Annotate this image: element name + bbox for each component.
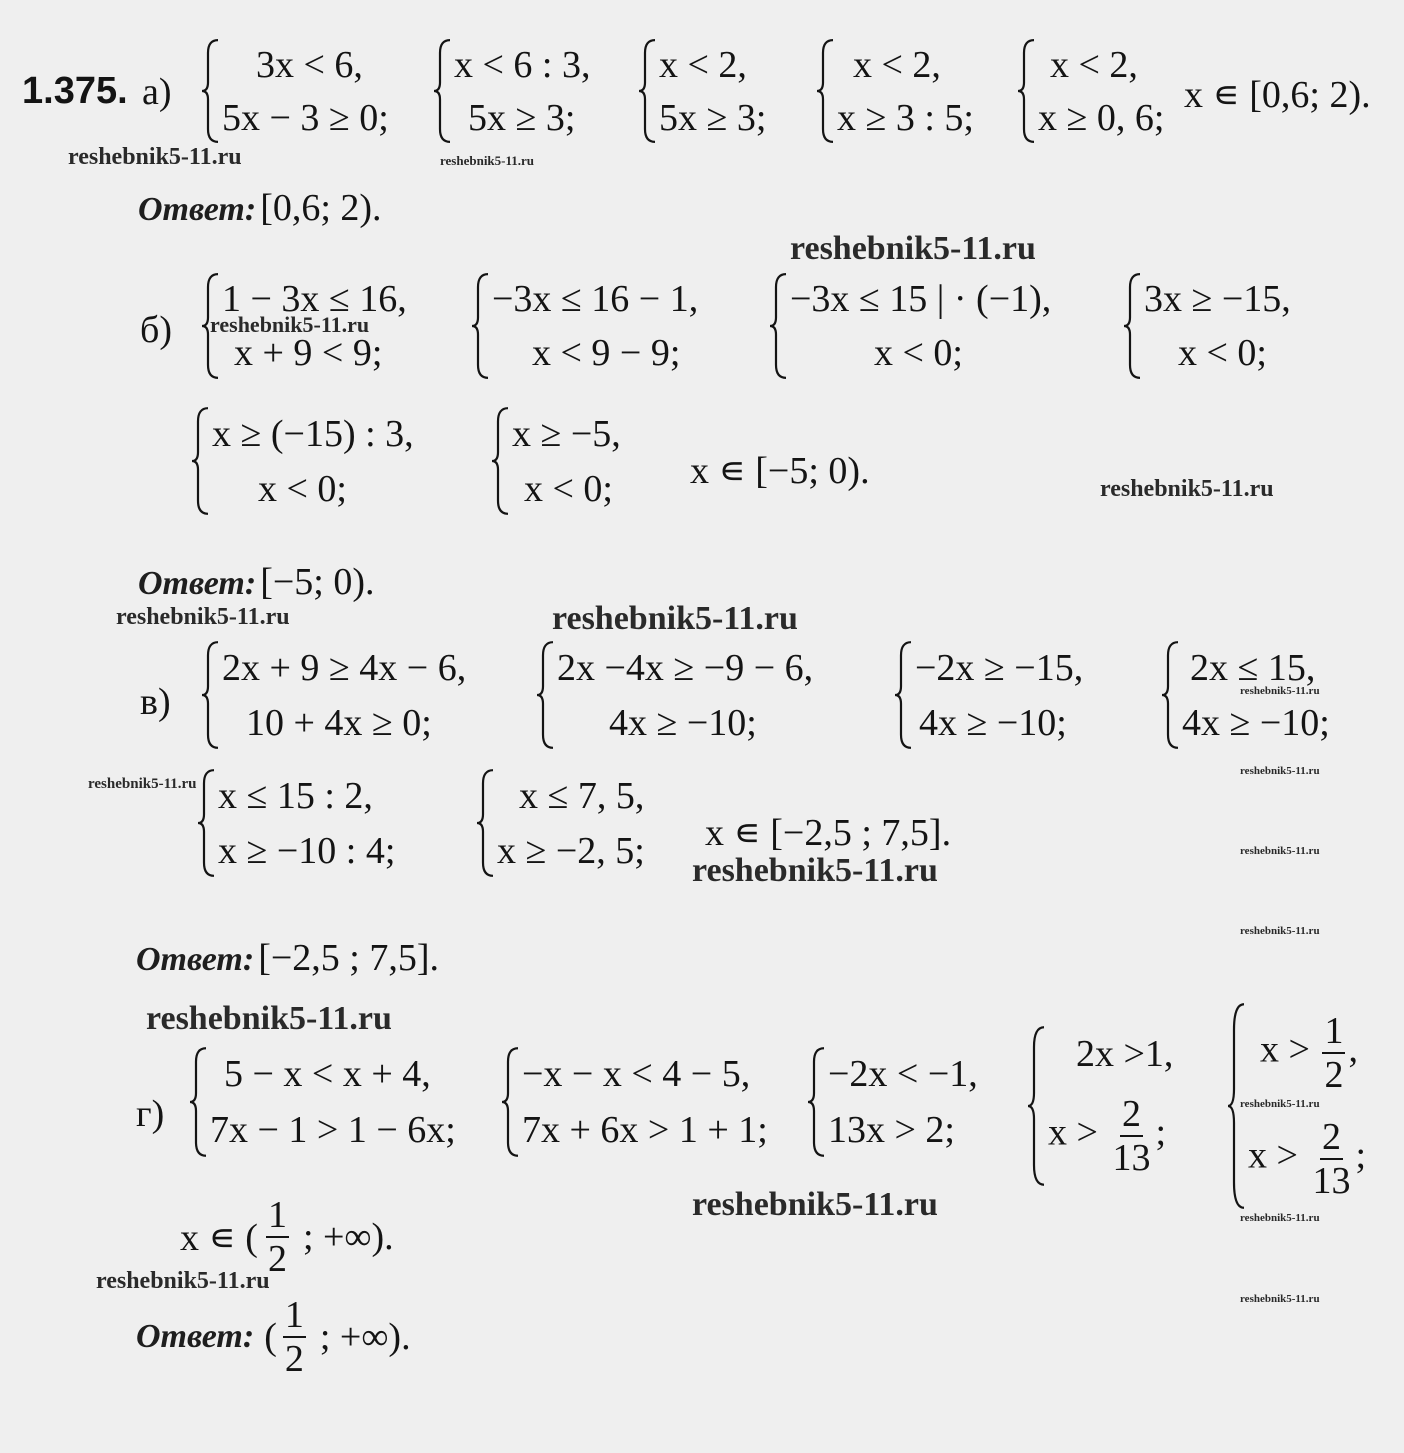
watermark: reshebnik5-11.ru <box>440 153 535 168</box>
line: 2x ≤ 15, <box>1190 646 1316 689</box>
denominator: 2 <box>267 1238 287 1280</box>
brace-icon <box>768 272 788 380</box>
line: x ≥ 0, 6; <box>1038 96 1165 139</box>
watermark: reshebnik5-11.ru <box>1240 1293 1320 1305</box>
line: 3x ≥ −15, <box>1144 278 1291 320</box>
part-v-system-2 <box>535 640 835 750</box>
denominator: 13 <box>1312 1160 1351 1202</box>
line: x + 9 < 9; <box>234 332 383 374</box>
denominator: 2 <box>1324 1054 1344 1096</box>
watermark: reshebnik5-11.ru <box>692 852 938 889</box>
part-v-system-3 <box>893 640 1103 750</box>
watermark: reshebnik5-11.ru <box>96 1268 270 1294</box>
line: 5x ≥ 3; <box>468 96 576 139</box>
fraction <box>1110 1095 1152 1177</box>
line: 7x − 1 > 1 − 6x; <box>210 1109 456 1151</box>
brace-icon <box>893 640 913 750</box>
line: −3x ≤ 16 − 1, <box>492 278 699 320</box>
denominator: 2 <box>284 1338 304 1380</box>
part-v-system-1 <box>200 640 480 750</box>
line: −2x ≥ −15, <box>915 646 1084 689</box>
line: 5 − x < x + 4, <box>224 1053 431 1095</box>
line: x ≥ 3 : 5; <box>837 96 974 139</box>
answer-label: Ответ: <box>136 1318 255 1355</box>
brace-icon <box>806 1046 826 1158</box>
brace-icon <box>190 406 210 516</box>
part-b-answer <box>138 560 374 604</box>
part-b-result: x ∊ [−5; 0). <box>690 450 870 492</box>
line: 3x < 6, <box>256 43 363 86</box>
line: −3x ≤ 15 | · (−1), <box>790 278 1052 320</box>
watermark: reshebnik5-11.ru <box>210 312 370 337</box>
part-v-answer <box>136 936 439 980</box>
part-b-label: б) <box>140 309 172 351</box>
part-b-system-5 <box>190 406 450 516</box>
part-a-system-1 <box>200 38 405 144</box>
watermark: reshebnik5-11.ru <box>1240 925 1320 937</box>
line: 10 + 4x ≥ 0; <box>246 701 432 744</box>
line: 5x − 3 ≥ 0; <box>222 96 389 139</box>
part-g-system-1 <box>188 1046 458 1158</box>
line: 4x ≥ −10; <box>1182 701 1330 744</box>
part-a-system-3 <box>637 38 797 144</box>
line: 5x ≥ 3; <box>659 96 767 139</box>
part-a-system-4 <box>815 38 995 144</box>
line: x < 2, <box>1050 43 1138 86</box>
part-g-system-3 <box>806 1046 1006 1158</box>
brace-icon <box>535 640 555 750</box>
answer-label: Ответ: <box>138 191 257 228</box>
line: x ≤ 7, 5, <box>519 774 645 817</box>
brace-icon <box>1160 640 1180 750</box>
part-b-system-4 <box>1122 272 1322 380</box>
line: 1 − 3x ≤ 16, <box>222 278 407 320</box>
numerator: 1 <box>267 1194 287 1236</box>
result-prefix: x ∊ ( <box>180 1216 258 1259</box>
part-a-result: x ∊ [0,6; 2). <box>1184 74 1371 116</box>
line: x < 2, <box>853 43 941 86</box>
part-v-result: x ∊ [−2,5 ; 7,5]. <box>705 812 952 854</box>
watermark: reshebnik5-11.ru <box>1240 845 1320 857</box>
line: x ≥ −10 : 4; <box>218 829 396 872</box>
answer-label: Ответ: <box>138 565 257 602</box>
line: x ≥ (−15) : 3, <box>212 412 414 455</box>
part-a-answer <box>138 186 382 230</box>
line: x < 9 − 9; <box>532 332 681 374</box>
part-v-system-6 <box>475 768 665 878</box>
line: 2x −4x ≥ −9 − 6, <box>557 646 814 689</box>
line-suffix: ; <box>1355 1134 1366 1177</box>
numerator: 2 <box>1321 1116 1341 1158</box>
part-b-system-2 <box>470 272 720 380</box>
line: x ≥ −2, 5; <box>497 829 645 872</box>
numerator: 1 <box>284 1294 304 1336</box>
brace-icon <box>500 1046 520 1158</box>
line-suffix: ; <box>1155 1111 1166 1154</box>
brace-icon <box>490 406 510 516</box>
line: x < 0; <box>1178 332 1267 374</box>
line: 2x + 9 ≥ 4x − 6, <box>222 646 467 689</box>
answer-value: [0,6; 2). <box>260 187 382 229</box>
line <box>1248 1012 1376 1094</box>
brace-icon <box>200 640 220 750</box>
part-b-system-6 <box>490 406 670 516</box>
part-g-label: г) <box>136 1093 165 1135</box>
line: 7x + 6x > 1 + 1; <box>522 1109 768 1151</box>
denominator: 13 <box>1112 1137 1151 1179</box>
brace-icon <box>637 38 657 144</box>
answer-label: Ответ: <box>136 941 255 978</box>
watermark: reshebnik5-11.ru <box>552 600 798 637</box>
brace-icon <box>815 38 835 144</box>
brace-icon <box>1016 38 1036 144</box>
watermark: reshebnik5-11.ru <box>1240 685 1320 697</box>
line: 13x > 2; <box>828 1109 955 1151</box>
answer-suffix: ; +∞). <box>319 1316 411 1358</box>
line: x < 0; <box>874 332 963 374</box>
brace-icon <box>432 38 452 144</box>
fraction <box>283 1296 306 1378</box>
brace-icon <box>188 1046 208 1158</box>
watermark: reshebnik5-11.ru <box>1240 1212 1320 1224</box>
part-g-result <box>180 1196 394 1278</box>
line-prefix: x > <box>1260 1028 1310 1071</box>
watermark: reshebnik5-11.ru <box>116 604 290 630</box>
watermark: reshebnik5-11.ru <box>1100 476 1274 502</box>
line: 4x ≥ −10; <box>919 701 1067 744</box>
problem-number: 1.375. <box>22 70 128 112</box>
line: −x − x < 4 − 5, <box>522 1053 751 1095</box>
fraction <box>1310 1118 1352 1200</box>
answer-value: [−2,5 ; 7,5]. <box>258 937 439 979</box>
line: x < 0; <box>524 467 613 510</box>
line <box>1048 1095 1186 1177</box>
part-v-label: в) <box>140 681 171 723</box>
part-g-answer <box>136 1296 411 1378</box>
brace-icon <box>475 768 495 878</box>
part-g-system-2 <box>500 1046 770 1158</box>
line-prefix: x > <box>1248 1134 1298 1177</box>
numerator: 2 <box>1121 1093 1141 1135</box>
part-g-system-4 <box>1026 1024 1186 1188</box>
part-v-system-5 <box>196 768 426 878</box>
brace-icon <box>200 38 220 144</box>
line: −2x < −1, <box>828 1053 978 1095</box>
answer-prefix: ( <box>264 1316 277 1358</box>
watermark: reshebnik5-11.ru <box>146 1000 392 1037</box>
line: x < 0; <box>258 467 347 510</box>
line: x ≥ −5, <box>512 412 621 455</box>
watermark: reshebnik5-11.ru <box>1240 765 1320 777</box>
line: 2x >1, <box>1076 1033 1174 1075</box>
watermark: reshebnik5-11.ru <box>692 1186 938 1223</box>
line-suffix: , <box>1348 1028 1358 1071</box>
part-a-label: а) <box>142 71 172 113</box>
brace-icon <box>1026 1024 1046 1188</box>
brace-icon <box>196 768 216 878</box>
brace-icon <box>1122 272 1142 380</box>
fraction <box>266 1196 289 1278</box>
line <box>1248 1118 1376 1200</box>
brace-icon <box>470 272 490 380</box>
part-a-system-2 <box>432 38 612 144</box>
line: x < 2, <box>659 43 747 86</box>
line: 4x ≥ −10; <box>609 701 757 744</box>
line-prefix: x > <box>1048 1111 1098 1154</box>
watermark: reshebnik5-11.ru <box>790 230 1036 267</box>
numerator: 1 <box>1324 1010 1344 1052</box>
fraction <box>1322 1012 1345 1094</box>
answer-value: [−5; 0). <box>260 561 375 603</box>
line: x < 6 : 3, <box>454 43 591 86</box>
line: x ≤ 15 : 2, <box>218 774 373 817</box>
watermark: reshebnik5-11.ru <box>88 776 197 792</box>
result-suffix: ; +∞). <box>302 1216 394 1258</box>
part-b-system-3 <box>768 272 1068 380</box>
watermark: reshebnik5-11.ru <box>1240 1098 1320 1110</box>
watermark: reshebnik5-11.ru <box>68 144 242 170</box>
part-a-system-5 <box>1016 38 1181 144</box>
